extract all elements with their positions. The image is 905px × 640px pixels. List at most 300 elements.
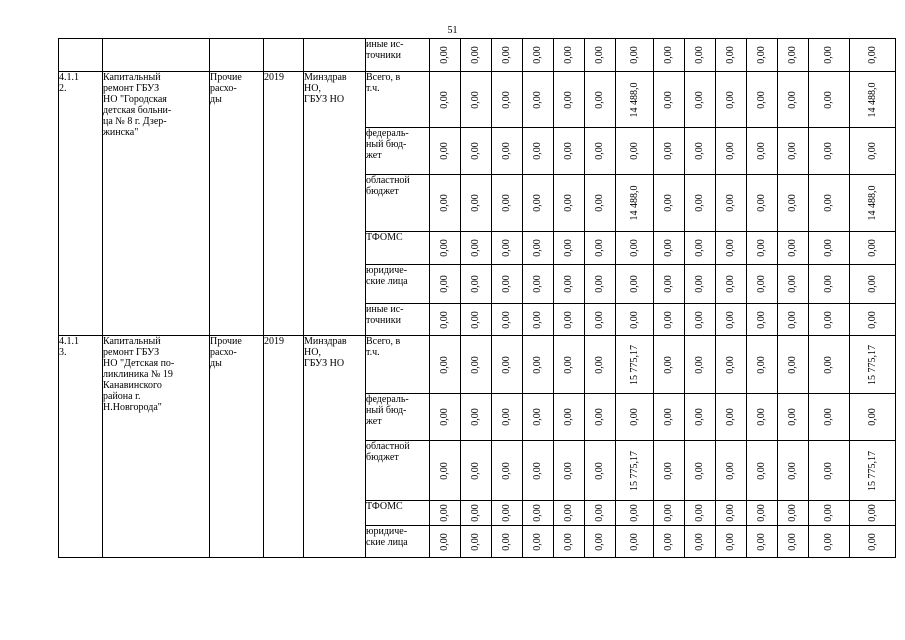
amount-value: 0,00 [787,46,798,64]
amount-cell [747,304,778,336]
amount-value: 0,00 [787,275,798,293]
amount-cell [778,394,809,441]
amount-cell [685,175,716,232]
amount-value: 0,00 [501,461,512,480]
amount-value: 0,00 [694,310,705,329]
amount-cell [747,265,778,304]
amount-cell [585,72,616,128]
amount-value: 0,00 [563,90,574,109]
funding-source-cell: юридиче- ские лица [366,265,430,304]
amount-value: 14 488,0 [628,82,640,117]
amount-cell [654,441,685,501]
amount-value: 0,00 [787,461,798,480]
amount-cell [747,441,778,501]
amount-value: 0,00 [756,532,767,551]
amount-value: 14 488,0 [628,185,640,221]
amount-value: 0,00 [694,46,705,64]
table-row [59,72,896,128]
amount-cell [461,128,492,175]
amount-value: 0,00 [787,504,798,522]
amount-cell [585,526,616,558]
amount-cell [616,175,654,232]
amount-cell [778,441,809,501]
amount-value: 0,00 [725,46,736,64]
amount-cell [685,39,716,72]
amount-cell [685,394,716,441]
amount-cell [554,501,585,526]
amount-cell [585,232,616,265]
amount-cell [747,39,778,72]
amount-cell [778,526,809,558]
amount-value: 0,00 [594,275,605,293]
item-number-cell [59,39,103,72]
amount-value: 0,00 [866,239,878,257]
amount-cell [554,39,585,72]
amount-value: 0,00 [501,239,512,257]
amount-cell [430,72,461,128]
amount-value: 14 488,0 [866,82,878,117]
amount-value: 0,00 [823,408,834,426]
amount-cell [850,72,896,128]
amount-cell [685,304,716,336]
amount-value: 0,00 [628,46,640,64]
amount-cell [716,265,747,304]
amount-value: 0,00 [563,46,574,64]
amount-value: 0,00 [501,46,512,64]
amount-cell [430,39,461,72]
amount-cell [554,128,585,175]
amount-cell [616,39,654,72]
amount-cell [778,304,809,336]
amount-cell [430,175,461,232]
amount-cell [616,304,654,336]
amount-value: 0,00 [594,239,605,257]
amount-cell [716,128,747,175]
amount-value: 0,00 [823,532,834,551]
amount-cell [747,175,778,232]
amount-cell [716,441,747,501]
amount-cell [850,526,896,558]
amount-value: 0,00 [439,275,450,293]
amount-cell [850,394,896,441]
expense-type-cell [210,39,264,72]
amount-cell [430,304,461,336]
amount-value: 0,00 [563,310,574,329]
amount-value: 0,00 [470,46,481,64]
amount-value: 0,00 [563,275,574,293]
amount-value: 0,00 [594,532,605,551]
amount-cell [809,501,850,526]
amount-cell [685,232,716,265]
amount-cell [523,232,554,265]
table-row [59,336,896,394]
amount-cell [654,304,685,336]
amount-cell [716,501,747,526]
executor-cell: Минздрав НО, ГБУЗ НО [304,336,366,558]
expense-type-cell: Прочие расхо- ды [210,72,264,336]
amount-value: 0,00 [532,532,543,551]
amount-value: 0,00 [756,142,767,160]
amount-cell [747,394,778,441]
amount-cell [716,336,747,394]
amount-value: 0,00 [725,239,736,257]
amount-cell [654,72,685,128]
amount-cell [685,526,716,558]
amount-value: 0,00 [787,239,798,257]
amount-cell [461,336,492,394]
amount-value: 0,00 [501,504,512,522]
amount-cell [809,72,850,128]
amount-cell [685,501,716,526]
amount-cell [654,526,685,558]
amount-cell [809,232,850,265]
amount-value: 0,00 [594,310,605,329]
amount-cell [685,72,716,128]
amount-cell [654,265,685,304]
amount-value: 0,00 [756,275,767,293]
amount-cell [654,501,685,526]
amount-cell [492,304,523,336]
amount-cell [747,501,778,526]
amount-value: 0,00 [663,532,674,551]
item-name-cell: Капитальный ремонт ГБУЗ НО "Детская по- ликлиника № 19 Канавинского района г. Н.Новгорода" [103,336,210,558]
amount-value: 0,00 [563,355,574,374]
amount-cell [716,175,747,232]
amount-value: 0,00 [663,504,674,522]
year-cell: 2019 [264,72,304,336]
amount-cell [585,128,616,175]
amount-cell [850,128,896,175]
amount-value: 0,00 [787,194,798,212]
amount-value: 0,00 [694,355,705,374]
amount-cell [809,128,850,175]
amount-value: 0,00 [823,275,834,293]
amount-value: 0,00 [725,142,736,160]
amount-value: 0,00 [470,90,481,109]
amount-value: 0,00 [532,194,543,212]
amount-cell [523,39,554,72]
amount-cell [461,72,492,128]
amount-cell [685,441,716,501]
amount-value: 0,00 [439,142,450,160]
amount-value: 0,00 [532,310,543,329]
amount-value: 0,00 [725,532,736,551]
amount-value: 0,00 [563,239,574,257]
amount-value: 0,00 [823,355,834,374]
amount-value: 0,00 [756,90,767,109]
amount-cell [616,394,654,441]
expense-type-cell: Прочие расхо- ды [210,336,264,558]
amount-value: 0,00 [756,504,767,522]
funding-source-cell: ТФОМС [366,501,430,526]
amount-cell [850,175,896,232]
amount-value: 0,00 [694,90,705,109]
amount-cell [809,526,850,558]
amount-value: 0,00 [439,90,450,109]
amount-cell [850,304,896,336]
amount-value: 0,00 [756,46,767,64]
amount-cell [461,526,492,558]
amount-value: 0,00 [694,194,705,212]
amount-value: 0,00 [439,504,450,522]
amount-value: 0,00 [594,46,605,64]
amount-cell [430,232,461,265]
amount-cell [585,39,616,72]
amount-value: 0,00 [532,275,543,293]
amount-cell [778,232,809,265]
amount-value: 0,00 [594,461,605,480]
amount-value: 0,00 [663,461,674,480]
amount-value: 0,00 [628,504,640,522]
amount-cell [716,39,747,72]
amount-cell [554,265,585,304]
amount-value: 0,00 [594,355,605,374]
amount-cell [554,304,585,336]
amount-value: 0,00 [866,408,878,426]
amount-cell [616,441,654,501]
amount-cell [523,265,554,304]
funding-source-cell: областной бюджет [366,441,430,501]
amount-cell [554,394,585,441]
amount-value: 0,00 [866,310,878,329]
amount-value: 0,00 [501,310,512,329]
amount-value: 0,00 [628,408,640,426]
amount-cell [778,72,809,128]
amount-cell [430,394,461,441]
item-name-cell [103,39,210,72]
amount-value: 0,00 [594,194,605,212]
amount-cell [616,72,654,128]
amount-cell [523,72,554,128]
amount-cell [850,336,896,394]
amount-value: 0,00 [866,46,878,64]
amount-cell [461,394,492,441]
amount-value: 0,00 [787,90,798,109]
amount-cell [850,232,896,265]
amount-cell [778,336,809,394]
amount-cell [616,336,654,394]
amount-value: 0,00 [756,239,767,257]
amount-cell [809,441,850,501]
amount-cell [554,232,585,265]
amount-value: 0,00 [694,532,705,551]
amount-value: 0,00 [694,275,705,293]
amount-value: 0,00 [628,142,640,160]
amount-value: 0,00 [594,408,605,426]
amount-cell [716,394,747,441]
amount-cell [585,336,616,394]
funding-source-cell: юридиче- ские лица [366,526,430,558]
amount-cell [778,175,809,232]
amount-cell [492,175,523,232]
amount-value: 0,00 [470,504,481,522]
amount-value: 0,00 [663,239,674,257]
amount-value: 0,00 [501,408,512,426]
amount-cell [716,304,747,336]
amount-cell [461,232,492,265]
amount-value: 0,00 [663,90,674,109]
funding-source-cell: Всего, в т.ч. [366,72,430,128]
amount-value: 0,00 [439,239,450,257]
amount-cell [616,501,654,526]
item-name-cell: Капитальный ремонт ГБУЗ НО "Городская детская больни- ца № 8 г. Дзер- жинска" [103,72,210,336]
amount-cell [554,336,585,394]
amount-value: 0,00 [663,142,674,160]
amount-value: 0,00 [470,461,481,480]
amount-cell [430,265,461,304]
amount-cell [492,72,523,128]
amount-value: 0,00 [823,461,834,480]
amount-cell [554,175,585,232]
amount-cell [430,441,461,501]
amount-value: 0,00 [470,194,481,212]
amount-value: 0,00 [756,355,767,374]
year-cell [264,39,304,72]
amount-value: 0,00 [532,239,543,257]
page-number: 51 [447,25,458,36]
amount-cell [747,72,778,128]
amount-value: 0,00 [439,355,450,374]
amount-value: 0,00 [725,194,736,212]
amount-value: 0,00 [756,194,767,212]
funding-source-cell: областной бюджет [366,175,430,232]
amount-cell [809,394,850,441]
amount-value: 0,00 [725,504,736,522]
amount-value: 0,00 [787,310,798,329]
amount-value: 0,00 [756,408,767,426]
amount-value: 0,00 [439,310,450,329]
amount-value: 0,00 [439,532,450,551]
amount-cell [492,128,523,175]
amount-cell [492,501,523,526]
item-number-cell: 4.1.1 3. [59,336,103,558]
amount-cell [716,72,747,128]
amount-cell [461,304,492,336]
amount-cell [585,304,616,336]
amount-cell [430,501,461,526]
amount-value: 0,00 [787,142,798,160]
amount-value: 0,00 [439,461,450,480]
amount-value: 0,00 [628,532,640,551]
amount-cell [461,441,492,501]
funding-source-cell: федераль- ный бюд- жет [366,394,430,441]
table-row [59,39,896,72]
amount-cell [778,39,809,72]
funding-source-cell: ТФОМС [366,232,430,265]
amount-value: 0,00 [823,142,834,160]
amount-cell [492,336,523,394]
amount-value: 0,00 [628,310,640,329]
amount-cell [461,265,492,304]
amount-cell [523,441,554,501]
amount-value: 0,00 [663,408,674,426]
amount-value: 0,00 [501,142,512,160]
amount-cell [492,441,523,501]
amount-cell [523,128,554,175]
amount-cell [809,175,850,232]
item-number-cell: 4.1.1 2. [59,72,103,336]
budget-table [58,38,896,558]
executor-cell [304,39,366,72]
amount-value: 0,00 [532,355,543,374]
amount-value: 0,00 [756,310,767,329]
amount-cell [616,128,654,175]
amount-cell [430,128,461,175]
amount-value: 0,00 [725,461,736,480]
amount-cell [716,232,747,265]
amount-cell [747,128,778,175]
amount-cell [654,232,685,265]
amount-cell [654,336,685,394]
amount-cell [685,128,716,175]
amount-value: 0,00 [532,504,543,522]
amount-value: 0,00 [725,355,736,374]
amount-cell [850,501,896,526]
amount-value: 0,00 [501,194,512,212]
amount-cell [430,336,461,394]
amount-value: 0,00 [663,194,674,212]
amount-cell [685,336,716,394]
amount-value: 0,00 [756,461,767,480]
amount-cell [809,336,850,394]
amount-value: 0,00 [823,46,834,64]
amount-cell [747,232,778,265]
amount-cell [850,265,896,304]
amount-cell [585,175,616,232]
amount-cell [747,526,778,558]
amount-value: 0,00 [823,310,834,329]
amount-cell [654,128,685,175]
amount-cell [492,39,523,72]
amount-cell [654,394,685,441]
amount-cell [523,394,554,441]
amount-cell [585,394,616,441]
amount-cell [809,304,850,336]
amount-cell [461,501,492,526]
amount-cell [809,39,850,72]
amount-value: 0,00 [663,46,674,64]
amount-value: 0,00 [470,355,481,374]
amount-value: 0,00 [439,408,450,426]
amount-value: 0,00 [470,408,481,426]
amount-value: 0,00 [725,310,736,329]
amount-cell [778,265,809,304]
amount-value: 0,00 [787,532,798,551]
amount-value: 0,00 [532,142,543,160]
amount-cell [585,501,616,526]
amount-cell [654,175,685,232]
amount-value: 0,00 [470,142,481,160]
amount-value: 0,00 [439,46,450,64]
amount-value: 0,00 [532,408,543,426]
funding-source-cell: Всего, в т.ч. [366,336,430,394]
amount-value: 0,00 [532,46,543,64]
amount-cell [523,526,554,558]
amount-value: 0,00 [594,142,605,160]
amount-cell [747,336,778,394]
amount-cell [554,526,585,558]
amount-value: 0,00 [663,310,674,329]
amount-value: 15 775,17 [866,344,878,385]
amount-cell [654,39,685,72]
amount-value: 0,00 [866,504,878,522]
funding-source-cell: иные ис- точники [366,304,430,336]
amount-cell [461,175,492,232]
amount-value: 0,00 [563,408,574,426]
amount-value: 14 488,0 [866,185,878,221]
amount-value: 0,00 [866,532,878,551]
amount-value: 0,00 [663,355,674,374]
